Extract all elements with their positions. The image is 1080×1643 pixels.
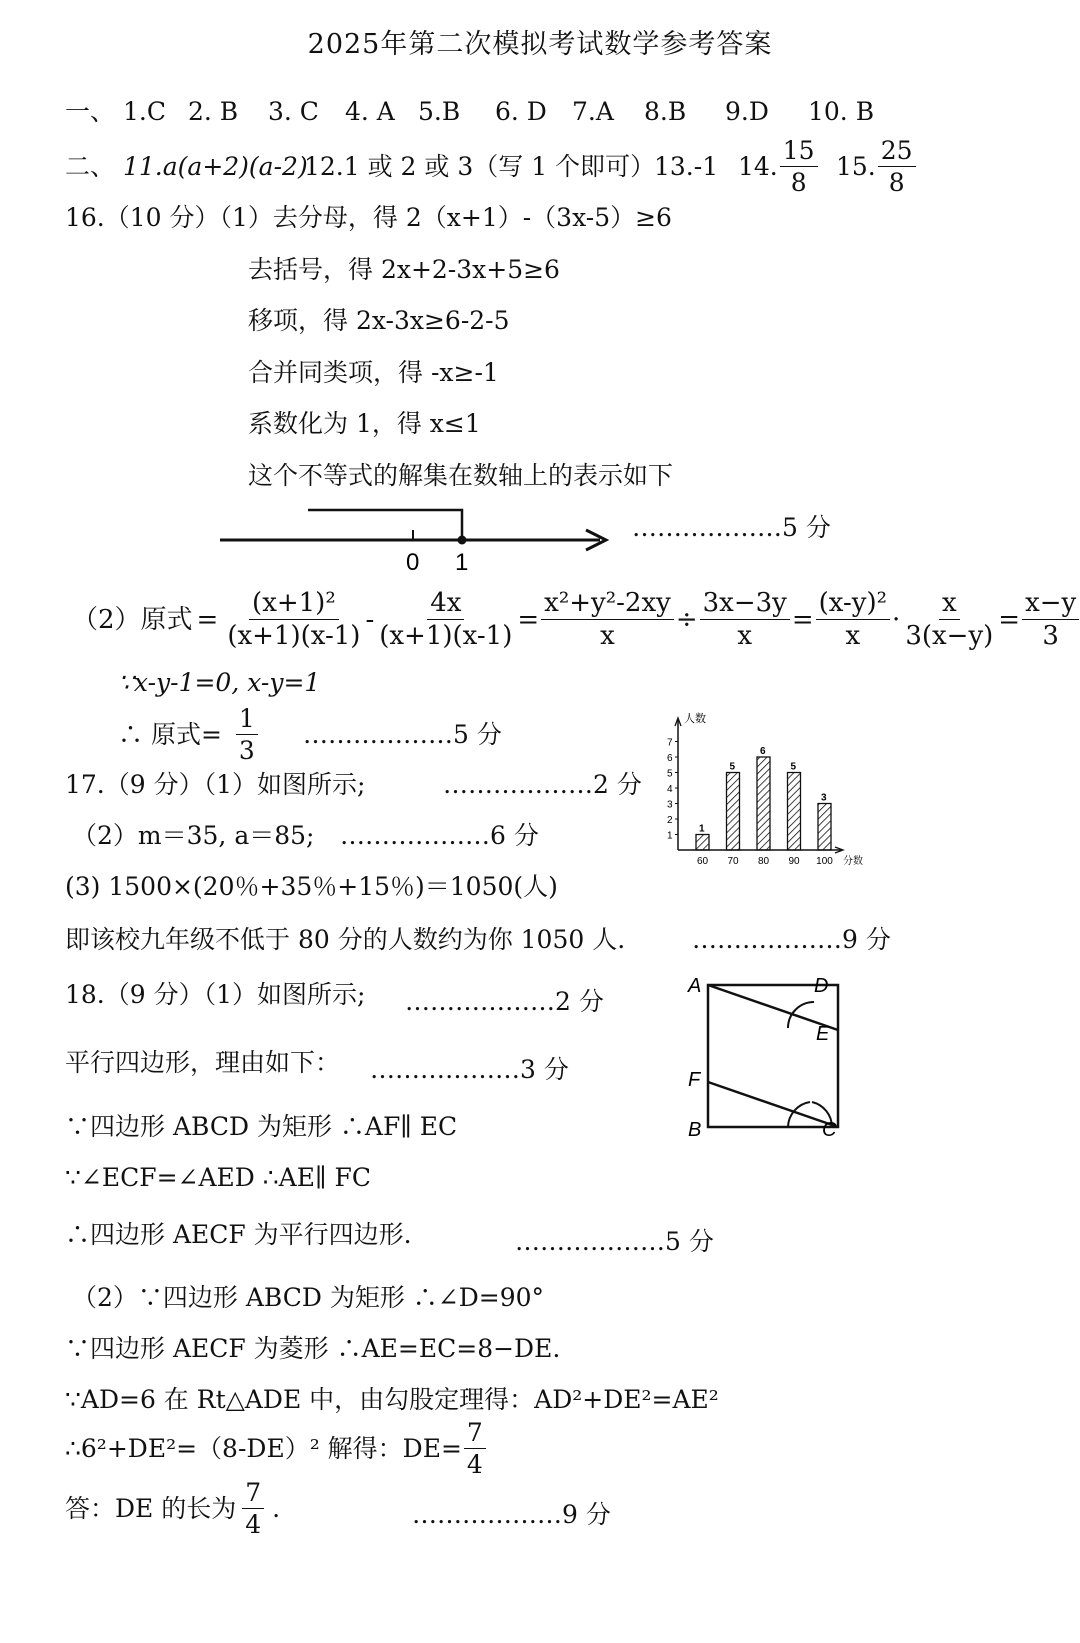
arc-e xyxy=(788,1002,814,1028)
answer-4: 4. A xyxy=(345,97,395,126)
q17-line-2: （2）m＝35, a＝85; xyxy=(72,821,315,850)
q18-score-5: ………………5 分 xyxy=(515,1227,714,1256)
x-tick-label: 80 xyxy=(757,856,770,867)
q18-line-7: ∵四边形 AECF 为菱形 ∴AE=EC=8−DE. xyxy=(65,1334,561,1363)
answer-9: 9.D xyxy=(725,97,769,126)
y-tick-label: 1 xyxy=(667,830,673,842)
chart-ylabel: 人数 xyxy=(684,713,706,725)
bar-100 xyxy=(818,804,831,851)
bar-80 xyxy=(757,757,770,850)
fraction-denominator: 8 xyxy=(888,168,905,197)
q17-score-4: ………………9 分 xyxy=(692,925,891,954)
bar-value-label: 5 xyxy=(790,761,797,773)
fraction-denominator: (x+1)(x-1) xyxy=(227,621,361,651)
fraction-6 xyxy=(902,590,996,649)
fraction-2 xyxy=(376,590,515,649)
answer-14 xyxy=(738,138,820,195)
part2-label: （2）原式 xyxy=(72,604,193,635)
label-a: A xyxy=(688,975,702,997)
solution-bracket xyxy=(308,510,462,540)
q18-score-1: ………………2 分 xyxy=(405,987,604,1016)
fraction-3 xyxy=(541,590,674,649)
answer-3: 3. C xyxy=(268,97,319,126)
fraction-denominator: x xyxy=(845,621,861,651)
bar-70 xyxy=(727,773,740,851)
q18-score-2: ………………3 分 xyxy=(370,1055,569,1084)
fraction-7 xyxy=(1022,590,1079,649)
fraction-numerator: 4x xyxy=(427,590,464,620)
answer-fraction xyxy=(242,1480,264,1537)
q18-line-5: ∴四边形 AECF 为平行四边形. xyxy=(65,1220,412,1249)
q18-line-8: ∵AD=6 在 Rt△ADE 中，由勾股定理得：AD²+DE²=AE² xyxy=(65,1385,719,1414)
q16-step-2: 移项，得 2x-3x≥6-2-5 xyxy=(248,306,510,335)
q16-score-2: ………………5 分 xyxy=(303,720,502,749)
fraction-numerator: 7 xyxy=(242,1480,264,1509)
answer-2: 2. B xyxy=(188,97,239,126)
y-tick-label: 4 xyxy=(667,784,673,795)
q17-line-4: 即该校九年级不低于 80 分的人数约为你 1050 人. xyxy=(65,925,626,954)
fraction-denominator: 4 xyxy=(245,1510,262,1539)
y-tick-label: 3 xyxy=(667,799,673,811)
x-tick-label: 70 xyxy=(727,856,739,867)
de-fraction xyxy=(464,1420,486,1477)
answer-10: 10. B xyxy=(808,97,875,126)
line-9-text: ∴6²+DE²=（8-DE）² 解得：DE= xyxy=(65,1433,462,1463)
fraction-numerator: x xyxy=(939,590,960,620)
q16-step-4: 系数化为 1，得 x≤1 xyxy=(248,409,481,438)
answer-6: 6. D xyxy=(495,97,547,126)
number-line xyxy=(210,498,620,578)
q16-because: ∵x-y-1=0, x-y=1 xyxy=(118,668,321,697)
fraction-numerator: x−y xyxy=(1022,590,1079,620)
fraction-denominator: (x+1)(x-1) xyxy=(379,621,513,651)
q18-line-9 xyxy=(65,1420,488,1477)
solid-point xyxy=(458,536,467,545)
section1-label: 一、 xyxy=(65,97,116,126)
answer-5: 5.B xyxy=(418,97,461,126)
q18-line-10 xyxy=(65,1480,280,1537)
q18-line-6: （2）∵四边形 ABCD 为矩形 ∴∠D=90° xyxy=(72,1283,545,1312)
rectangle-figure xyxy=(680,970,860,1150)
bar-value-label: 5 xyxy=(729,761,736,773)
q16-part2-expression: （2）原式 = $\frac{\text{(x+1)²}}{(x+1)(x-1)}$ - $\frac{4x}{(x+1)(x-1)}$ = $\frac{\text{x²+y²-2xy}}{x}$ ÷ $\frac{3x-3y}{x}$ = $\frac{\text{(x-y)²}}{x}$ · $\frac{x}{3(x-y)}$ = $\frac{x-y}{3}$ xyxy=(72,590,1080,649)
q16-score-1: ………………5 分 xyxy=(632,513,831,542)
answer-15-label: 15. xyxy=(836,151,876,181)
answer-15-fraction xyxy=(878,138,916,195)
bar-90 xyxy=(788,773,801,851)
q17-line-3: (3) 1500×(20％+35％+15％)＝1050(人) xyxy=(65,872,558,901)
x-tick-label: 100 xyxy=(816,856,833,867)
x-tick-label: 60 xyxy=(696,856,709,867)
q18-line-2: 平行四边形，理由如下： xyxy=(65,1048,341,1077)
label-b: B xyxy=(688,1119,702,1141)
q18-line-4: ∵∠ECF=∠AED ∴AE∥ FC xyxy=(65,1163,371,1192)
result-fraction xyxy=(236,706,258,763)
q16-step-1: 去括号，得 2x+2-3x+5≥6 xyxy=(248,255,560,284)
fraction-1 xyxy=(224,590,363,649)
chart-xlabel: 分数 xyxy=(843,856,863,867)
x-tick-label: 90 xyxy=(788,856,800,867)
bar-value-label: 1 xyxy=(699,823,705,835)
q17-score-1: ………………2 分 xyxy=(443,770,642,799)
answer-1: 1.C xyxy=(123,97,166,126)
tick-label-zero: 0 xyxy=(406,549,420,576)
fraction-4 xyxy=(700,590,790,649)
q18-line-1: 18.（9 分）（1）如图所示; xyxy=(65,980,366,1009)
label-e: E xyxy=(816,1023,830,1045)
fraction-numerator: 3x−3y xyxy=(700,590,790,620)
answer-8: 8.B xyxy=(644,97,687,126)
histogram-chart xyxy=(660,708,872,873)
page-title: 2025年第二次模拟考试数学参考答案 xyxy=(307,29,773,60)
fraction-denominator: 3(x−y) xyxy=(905,621,994,651)
q17-line-1: 17.（9 分）（1）如图所示; xyxy=(65,770,366,799)
label-c: C xyxy=(822,1119,837,1141)
answer-15 xyxy=(836,138,918,195)
label-d: D xyxy=(814,975,829,997)
section1-row xyxy=(65,97,115,127)
fraction-numerator: 1 xyxy=(236,706,258,735)
fraction-denominator: 8 xyxy=(790,168,807,197)
fraction-numerator: 25 xyxy=(878,138,916,167)
fraction-denominator: x xyxy=(600,621,615,651)
answer-12: 12.1 或 2 或 3（写 1 个即可） xyxy=(304,152,656,181)
answer-7: 7.A xyxy=(572,97,614,126)
answer-text: 答：DE 的长为 xyxy=(65,1493,237,1523)
answer-14-fraction xyxy=(780,138,818,195)
y-tick-label: 6 xyxy=(667,753,673,764)
fraction-numerator: 15 xyxy=(780,138,818,167)
fraction-denominator: 3 xyxy=(1042,621,1059,651)
answer-13: 13.-1 xyxy=(654,152,719,181)
fraction-numerator: 7 xyxy=(464,1420,486,1449)
y-tick-label: 5 xyxy=(667,768,673,780)
bar-60 xyxy=(696,835,709,851)
fraction-denominator: 4 xyxy=(466,1450,483,1479)
tick-label-one: 1 xyxy=(455,549,469,576)
q18-line-3: ∵四边形 ABCD 为矩形 ∴AF∥ EC xyxy=(65,1112,458,1141)
q18-score-10: ………………9 分 xyxy=(412,1500,611,1529)
section2-label: 二、 xyxy=(65,152,116,181)
q16-header: 16.（10 分）（1）去分母，得 2（x+1）-（3x-5）≥6 xyxy=(65,203,672,232)
therefore-label: ∴ 原式= xyxy=(118,719,222,749)
fraction-5 xyxy=(816,590,890,649)
fraction-numerator: (x-y)² xyxy=(816,590,890,620)
period: . xyxy=(272,1493,281,1523)
fraction-denominator: 3 xyxy=(238,736,255,765)
fraction-numerator: (x+1)² xyxy=(249,590,339,620)
q16-therefore xyxy=(118,706,260,763)
y-tick-label: 2 xyxy=(667,815,673,826)
answer-14-label: 14. xyxy=(738,151,778,181)
answer-11: 11.a(a+2)(a-2) xyxy=(123,152,308,181)
bar-value-label: 3 xyxy=(821,792,827,804)
label-f: F xyxy=(688,1069,701,1091)
fraction-numerator: x²+y²-2xy xyxy=(541,590,674,620)
q17-score-2: ………………6 分 xyxy=(340,821,539,850)
bar-value-label: 6 xyxy=(760,746,766,757)
fraction-denominator: x xyxy=(737,621,753,651)
q16-step-3: 合并同类项，得 -x≥-1 xyxy=(248,358,499,387)
y-tick-label: 7 xyxy=(667,737,673,749)
q16-step-5: 这个不等式的解集在数轴上的表示如下 xyxy=(248,461,674,490)
